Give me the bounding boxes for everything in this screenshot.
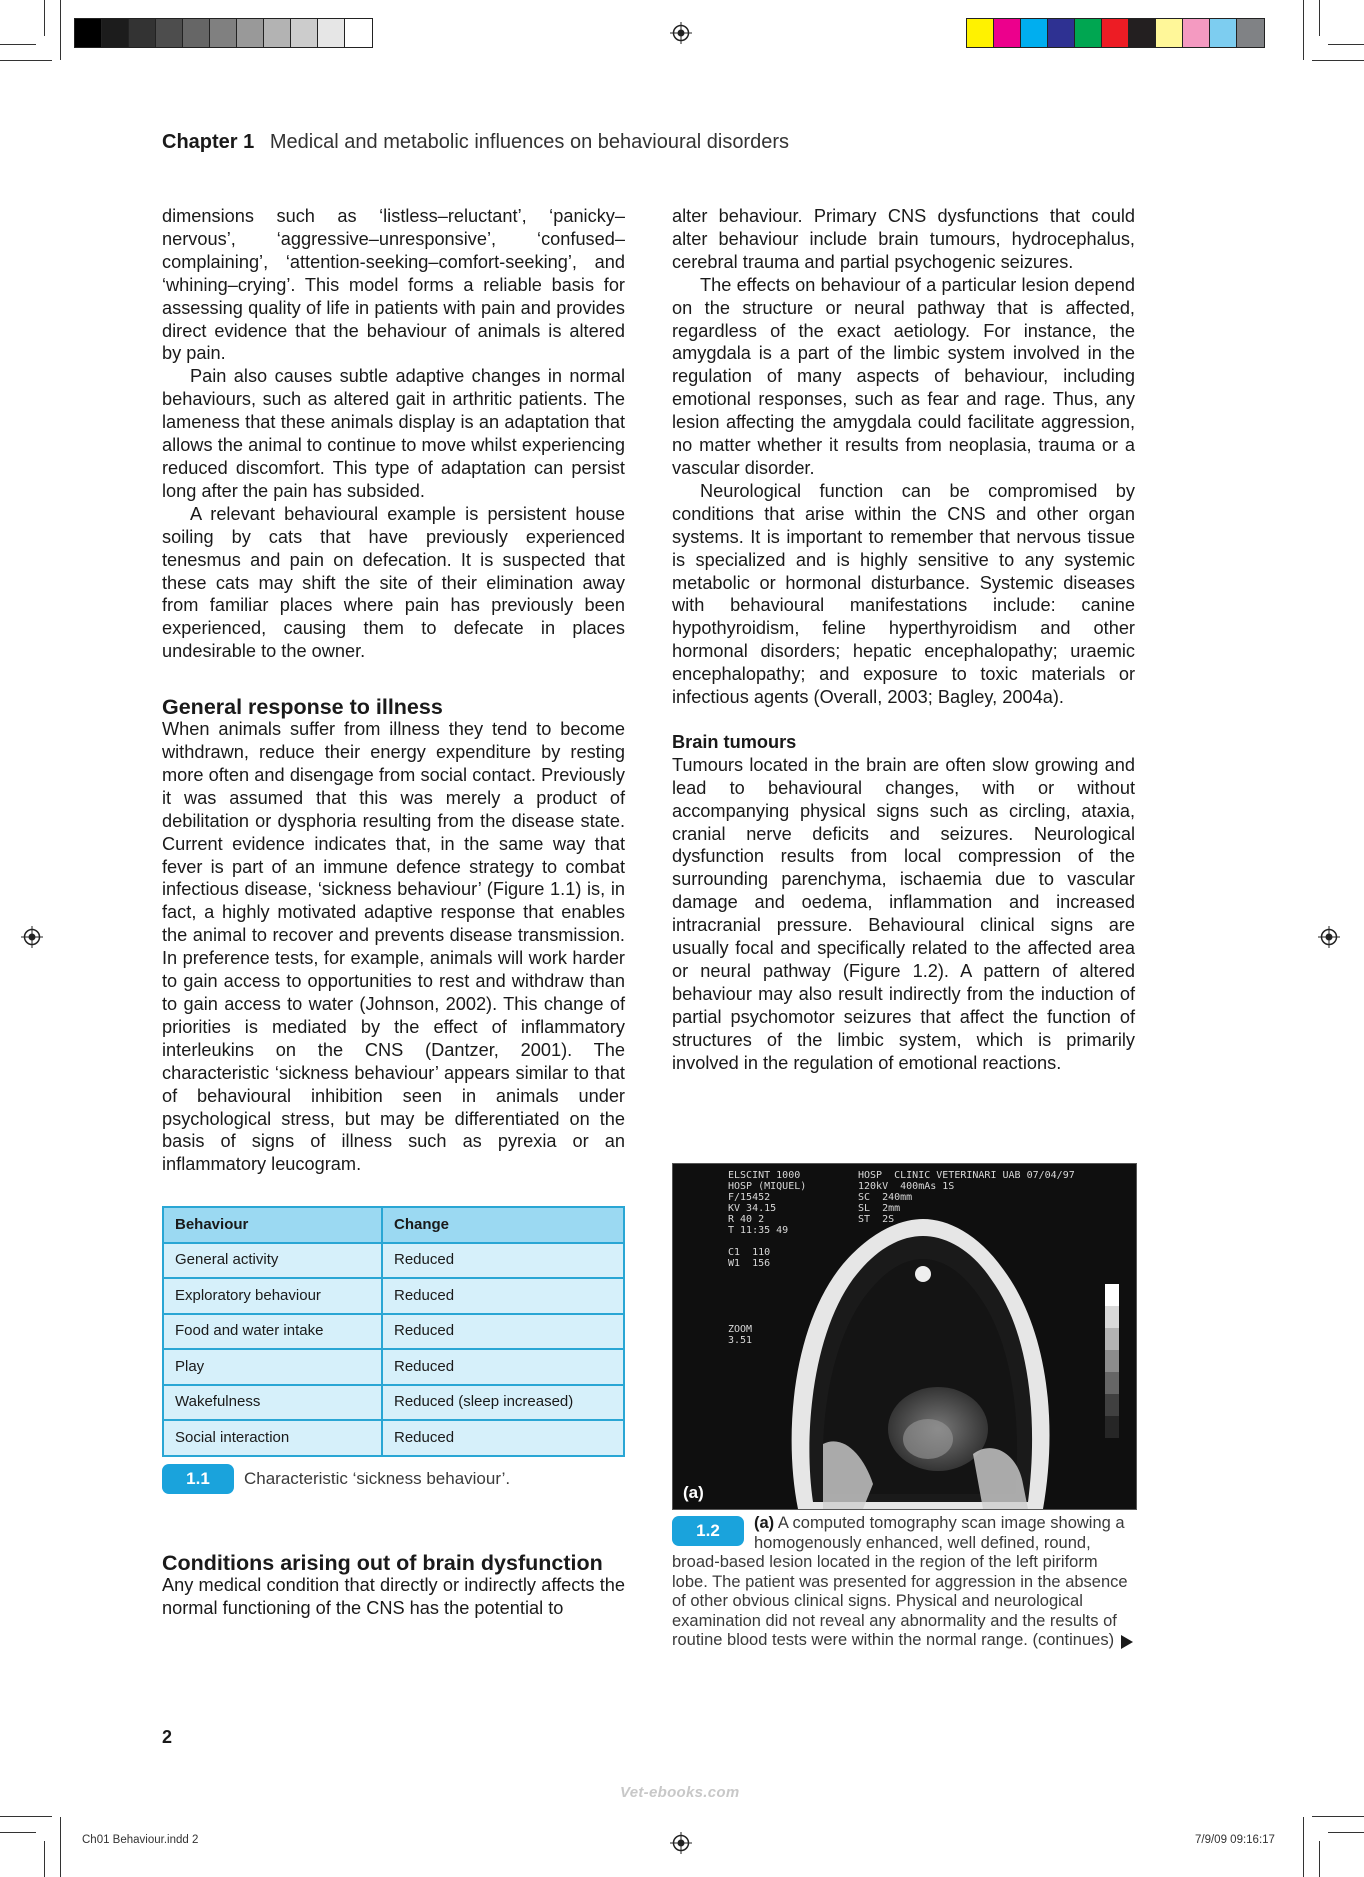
calibration-swatch bbox=[318, 19, 345, 47]
behaviour-cell: Social interaction bbox=[163, 1420, 382, 1456]
table-row bbox=[163, 1385, 624, 1421]
body-paragraph: alter behaviour. Primary CNS dysfunctions that could alter behaviour include brain tumours, hydrocephalus, cerebral trauma and partial psychogenic seizures. bbox=[672, 206, 1135, 272]
behaviour-cell: Food and water intake bbox=[163, 1314, 382, 1350]
calibration-swatch bbox=[967, 19, 994, 47]
figure-number-badge: 1.1 bbox=[162, 1464, 234, 1494]
body-paragraph: Any medical condition that directly or indirectly affects the normal functioning of the CNS has the potential to bbox=[162, 1574, 625, 1618]
calibration-swatch bbox=[102, 19, 129, 47]
figure-1-2-caption bbox=[672, 1514, 1135, 1651]
caption-body: A computed tomography scan image showing a homogenously enhanced, well defined, round, broad-based lesion located in the region of the left piriform lobe. The patient was presented for aggression in the absence of other obvious clinical signs. Physical and neurological examination did not reveal any abnormality and the results of routine blood tests were within the normal range. (continues) bbox=[672, 1514, 1128, 1649]
table-row bbox=[163, 1314, 624, 1350]
figure-1-1 bbox=[162, 1206, 625, 1494]
calibration-swatch bbox=[1021, 19, 1048, 47]
panel-label: (a) bbox=[683, 1483, 704, 1502]
calibration-swatch bbox=[1048, 19, 1075, 47]
table-row bbox=[163, 1349, 624, 1385]
change-cell: Reduced (sleep increased) bbox=[382, 1385, 624, 1421]
figure-caption-text: Characteristic ‘sickness behaviour’. bbox=[244, 1469, 511, 1488]
sickness-behaviour-table bbox=[162, 1206, 625, 1457]
behaviour-cell: Exploratory behaviour bbox=[163, 1278, 382, 1314]
ct-overlay-text: HOSP CLINIC VETERINARI UAB 07/04/97 120kV 400mAs 1S SC 240mm SL 2mm ST 2S bbox=[858, 1170, 1075, 1225]
calibration-swatch bbox=[1183, 19, 1210, 47]
caption-panel-lead: (a) bbox=[754, 1514, 775, 1532]
change-cell: Reduced bbox=[382, 1278, 624, 1314]
calibration-swatch bbox=[264, 19, 291, 47]
running-head bbox=[162, 131, 789, 154]
subsection-heading: Brain tumours bbox=[672, 731, 797, 752]
crosshair-registration-mark-icon bbox=[670, 1832, 692, 1854]
body-paragraph: Pain also causes subtle adaptive changes in normal behaviours, such as altered gait in arthritic patients. The lameness that these animals display is an adaptation that allows the animal to continue to move whilst experiencing reduced discomfort. This type of adaptation can persist long after the pain has subsided. bbox=[162, 366, 625, 501]
right-column bbox=[672, 205, 1135, 1075]
change-cell: Reduced bbox=[382, 1349, 624, 1385]
chapter-label: Chapter 1 bbox=[162, 131, 255, 153]
play-triangle-icon bbox=[1121, 1635, 1133, 1649]
change-cell: Reduced bbox=[382, 1314, 624, 1350]
crosshair-registration-mark-icon bbox=[21, 926, 43, 948]
calibration-swatch bbox=[1210, 19, 1237, 47]
slug-file-info: Ch01 Behaviour.indd 2 bbox=[82, 1834, 199, 1846]
figure-caption bbox=[162, 1464, 625, 1494]
ct-overlay-text: ELSCINT 1000 HOSP (MIQUEL) F/15452 KV 34.15 R 40 2 T 11:35 49 C1 110 W1 156 ZOOM 3.51 bbox=[728, 1170, 807, 1346]
body-paragraph: Tumours located in the brain are often slow growing and lead to behavioural changes, with or without accompanying physical signs such as circling, ataxia, cranial nerve deficits and seizures. Neurological dysfunction results from local compression of the surrounding parenchyma, ischaemia due to vascular damage and oedema, inflammation and increased intracranial pressure. Behavioural clinical signs are usually focal and specifically related to the affected area or neural pathway (Figure 1.2). A pattern of altered behaviour may also result indirectly from the induction of partial psychomotor seizures that affect the function of structures of the limbic system, which is primarily involved in the regulation of emotional reactions. bbox=[672, 754, 1135, 1073]
section-heading: Conditions arising out of brain dysfunction bbox=[162, 1550, 603, 1575]
behaviour-cell: Wakefulness bbox=[163, 1385, 382, 1421]
calibration-swatch bbox=[994, 19, 1021, 47]
calibration-swatch bbox=[183, 19, 210, 47]
figure-number-badge: 1.2 bbox=[672, 1516, 744, 1546]
table-row bbox=[163, 1420, 624, 1456]
calibration-swatch bbox=[75, 19, 102, 47]
chapter-title: Medical and metabolic influences on behavioural disorders bbox=[269, 131, 790, 153]
calibration-swatch bbox=[1102, 19, 1129, 47]
body-paragraph: The effects on behaviour of a particular lesion depend on the structure or neural pathway that is affected, regardless of the exact aetiology. For instance, the amygdala is a part of the limbic system involved in the regulation of many aspects of behaviour, including emotional responses, such as fear and rage. Thus, any lesion affecting the amygdala could facilitate aggression, no matter whether it results from neoplasia, trauma or a vascular disorder. bbox=[672, 274, 1135, 478]
ct-scan-image bbox=[672, 1163, 1137, 1510]
change-cell: Reduced bbox=[382, 1243, 624, 1279]
calibration-swatch bbox=[129, 19, 156, 47]
color-calibration-bar bbox=[966, 18, 1265, 48]
body-paragraph: Neurological function can be compromised by conditions that arise within the CNS and other organ systems. It is important to remember that nervous tissue is specialized and is highly sensitive to any systemic metabolic or hormonal disturbance. Systemic diseases with behavioural manifestations include: canine hypothyroidism, feline hyperthyroidism and other hormonal disorders; hepatic encephalopathy; uraemic encephalopathy; and exposure to toxic materials or infectious agents (Overall, 2003; Bagley, 2004a). bbox=[672, 480, 1135, 708]
calibration-swatch bbox=[1156, 19, 1183, 47]
calibration-swatch bbox=[1129, 19, 1156, 47]
calibration-swatch bbox=[237, 19, 264, 47]
calibration-swatch bbox=[345, 19, 372, 47]
table-header-cell: Behaviour bbox=[163, 1207, 382, 1243]
calibration-swatch bbox=[1075, 19, 1102, 47]
calibration-swatch bbox=[156, 19, 183, 47]
change-cell: Reduced bbox=[382, 1420, 624, 1456]
page-number: 2 bbox=[162, 1727, 173, 1747]
calibration-swatch bbox=[291, 19, 318, 47]
grayscale-calibration-bar bbox=[74, 18, 373, 48]
table-row bbox=[163, 1278, 624, 1314]
table-header-cell: Change bbox=[382, 1207, 624, 1243]
table-header-row bbox=[163, 1207, 624, 1243]
behaviour-cell: Play bbox=[163, 1349, 382, 1385]
left-column bbox=[162, 205, 625, 1620]
calibration-swatch bbox=[210, 19, 237, 47]
table-row bbox=[163, 1243, 624, 1279]
section-heading: General response to illness bbox=[162, 695, 443, 720]
body-paragraph: When animals suffer from illness they tend to become withdrawn, reduce their energy expenditure by resting more often and disengage from social contact. Previously it was assumed that this was merely a product of debilitation or dysphoria resulting from the disease state. Current evidence indicates that, in the same way that fever is part of an immune defence strategy to combat infectious disease, ‘sickness behaviour’ (Figure 1.1) is, in fact, a highly motivated adaptive response that enables the animal to recover and prevents disease transmission. In preference tests, for example, animals will work harder to gain access to opportunities to rest and withdraw than to gain access to water (Johnson, 2002). This change of priorities is mediated by the effect of inflammatory interleukins on the CNS (Dantzer, 2001). The characteristic ‘sickness behaviour’ appears similar to that of behavioural inhibition seen in animals under psychological stress, but may be differentiated on the basis of signs of illness such as pyrexia or an inflammatory leucogram. bbox=[162, 719, 625, 1175]
slug-date-time: 7/9/09 09:16:17 bbox=[1195, 1834, 1275, 1846]
watermark: Vet-ebooks.com bbox=[620, 1784, 740, 1801]
crosshair-registration-mark-icon bbox=[1318, 926, 1340, 948]
crosshair-registration-mark-icon bbox=[670, 22, 692, 44]
behaviour-cell: General activity bbox=[163, 1243, 382, 1279]
body-paragraph: dimensions such as ‘listless–reluctant’, ‘panicky–nervous’, ‘aggressive–unresponsive’, ‘confused–complaining’, ‘attention-seeking–comfort-seeking’, and ‘whining–crying’. This model forms a reliable basis for assessing quality of life in patients with pain and provides direct evidence that the behaviour of animals is altered by pain. bbox=[162, 206, 625, 364]
calibration-swatch bbox=[1237, 19, 1264, 47]
body-paragraph: A relevant behavioural example is persistent house soiling by cats that have previously experienced tenesmus and pain on defecation. It is suspected that these cats may shift the site of their elimination away from familiar places where pain has previously been experienced, causing them to defecate in places undesirable to the owner. bbox=[162, 503, 625, 662]
